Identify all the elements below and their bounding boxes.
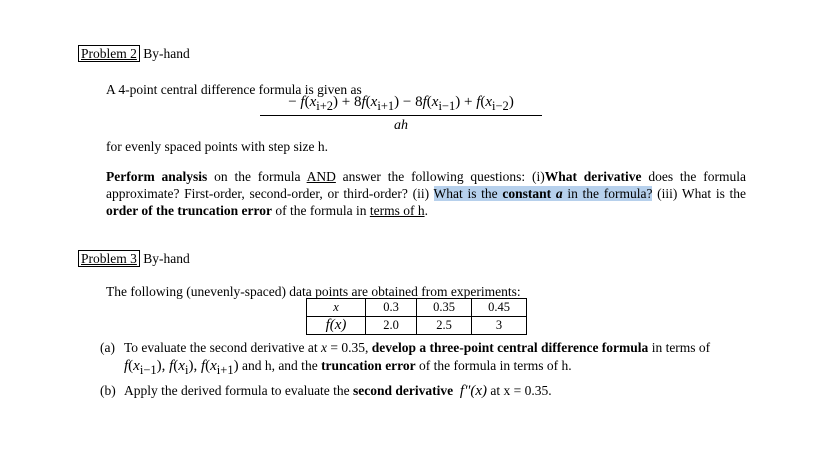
highlighted-question-ii: What is the constant a in the formula?: [433, 186, 653, 201]
formula-denominator: ah: [394, 118, 408, 133]
table-row: [307, 299, 527, 317]
problem-2-tag: By-hand: [143, 46, 190, 61]
step-size-text: for evenly spaced points with step size h.: [106, 139, 328, 154]
part-b-prefix: (b): [100, 383, 116, 398]
problem-2-questions: Perform analysis on the formula AND answer the following questions: (i)What derivative does the formula approximate? First-order, second-order, or third-order? (ii) What is the constant a in the formula? (iii) What is the order of the truncation error of the formula in terms of h.: [106, 169, 747, 218]
problem-3-intro: The following (unevenly-spaced) data points are obtained from experiments:: [106, 284, 521, 299]
central-difference-formula: [260, 94, 542, 134]
data-points-table: [306, 298, 527, 335]
table-cell: 0.35: [417, 299, 472, 317]
problem-3-label: Problem 3: [81, 251, 137, 266]
table-row: [307, 317, 527, 335]
part-a-line1: To evaluate the second derivative at x = 0.35, develop a three-point central difference formula in terms of: [124, 340, 711, 355]
part-a-prefix: (a): [100, 340, 115, 355]
problem-3-tag: By-hand: [143, 251, 190, 266]
problem-3-header: [78, 251, 190, 267]
part-a-line2: $f(x_{i-1})$, $f(x_i)$, $f(x_{i+1})$ and h, and the truncation error of the formula in terms of h.: [124, 358, 572, 377]
problem-2-header: [78, 46, 190, 62]
table-cell: 2.5: [417, 317, 472, 335]
table-cell: 0.45: [472, 299, 527, 317]
table-cell: 3: [472, 317, 527, 335]
part-b-line: Apply the derived formula to evaluate the second derivative f"(x) at x = 0.35.: [124, 383, 552, 399]
table-cell: 0.3: [366, 299, 417, 317]
formula-numerator: − $f(x_{i+2}) + 8f(x_{i+1}) - 8f(x_{i-1}) + f(x_{i-2})$: [260, 94, 542, 116]
table-cell: 2.0: [366, 317, 417, 335]
problem-2-intro: A 4-point central difference formula is given as: [106, 82, 362, 97]
table-header-fx: f(x): [307, 317, 366, 335]
table-header-x: x: [307, 299, 366, 317]
problem-2-label: Problem 2: [81, 46, 137, 61]
